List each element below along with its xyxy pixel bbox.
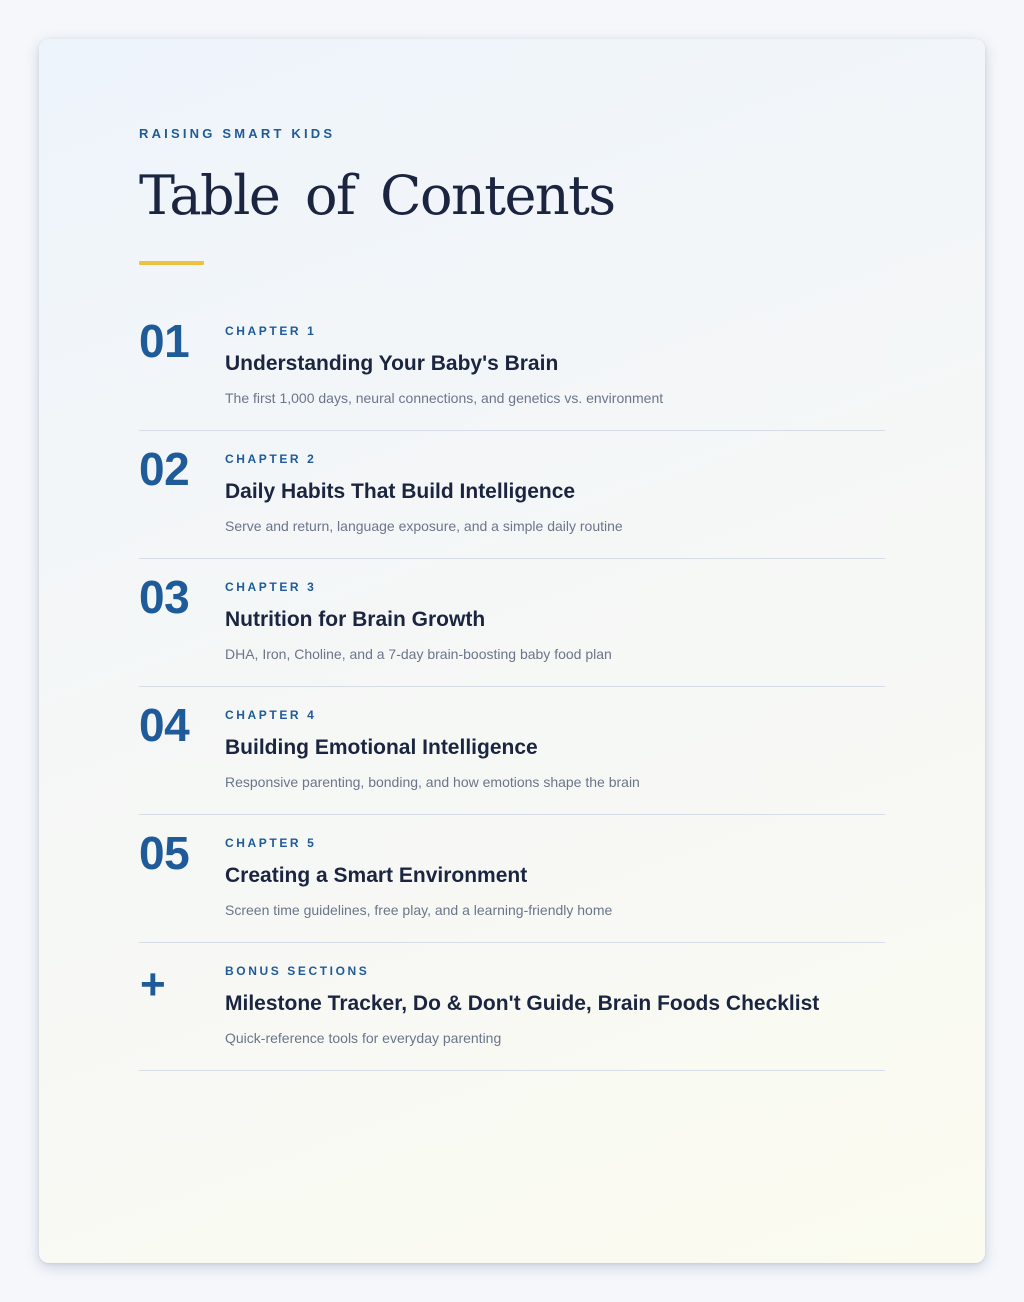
chapter-number: 04 — [139, 699, 190, 751]
toc-page — [39, 39, 985, 1263]
chapter-title: Nutrition for Brain Growth — [225, 608, 486, 631]
chapter-number: 01 — [139, 315, 190, 367]
chapter-title: Creating a Smart Environment — [225, 864, 528, 887]
toc-entry-bonus-sections[interactable] — [139, 943, 885, 1071]
chapter-description: Serve and return, language exposure, and a simple daily routine — [225, 518, 623, 534]
chapter-title: Milestone Tracker, Do & Don't Guide, Brain Foods Checklist — [225, 992, 820, 1015]
chapter-label: CHAPTER 1 — [225, 324, 317, 338]
chapter-title: Building Emotional Intelligence — [225, 736, 538, 759]
chapter-description: DHA, Iron, Choline, and a 7-day brain-boosting baby food plan — [225, 646, 612, 662]
page-title: Table of Contents — [139, 164, 615, 227]
chapter-description: Responsive parenting, bonding, and how emotions shape the brain — [225, 774, 640, 790]
chapter-label: CHAPTER 2 — [225, 452, 317, 466]
table-of-contents-list — [139, 303, 885, 1071]
chapter-label: CHAPTER 5 — [225, 836, 317, 850]
chapter-number: 03 — [139, 571, 190, 623]
book-series-label: RAISING SMART KIDS — [139, 126, 336, 141]
chapter-number: 02 — [139, 443, 190, 495]
chapter-label: CHAPTER 4 — [225, 708, 317, 722]
toc-entry-chapter-2[interactable] — [139, 431, 885, 559]
chapter-label: BONUS SECTIONS — [225, 964, 370, 978]
chapter-description: Quick-reference tools for everyday parenting — [225, 1030, 502, 1046]
toc-entry-chapter-4[interactable] — [139, 687, 885, 815]
chapter-title: Daily Habits That Build Intelligence — [225, 480, 576, 503]
chapter-description: The first 1,000 days, neural connections, and genetics vs. environment — [225, 390, 664, 406]
plus-icon: + — [140, 960, 166, 1009]
toc-entry-chapter-5[interactable] — [139, 815, 885, 943]
chapter-label: CHAPTER 3 — [225, 580, 317, 594]
chapter-description: Screen time guidelines, free play, and a learning-friendly home — [225, 902, 613, 918]
toc-entry-chapter-3[interactable] — [139, 559, 885, 687]
chapter-number: 05 — [139, 827, 190, 879]
chapter-title: Understanding Your Baby's Brain — [225, 352, 559, 375]
title-underline-divider — [139, 261, 204, 265]
toc-entry-chapter-1[interactable] — [139, 303, 885, 431]
